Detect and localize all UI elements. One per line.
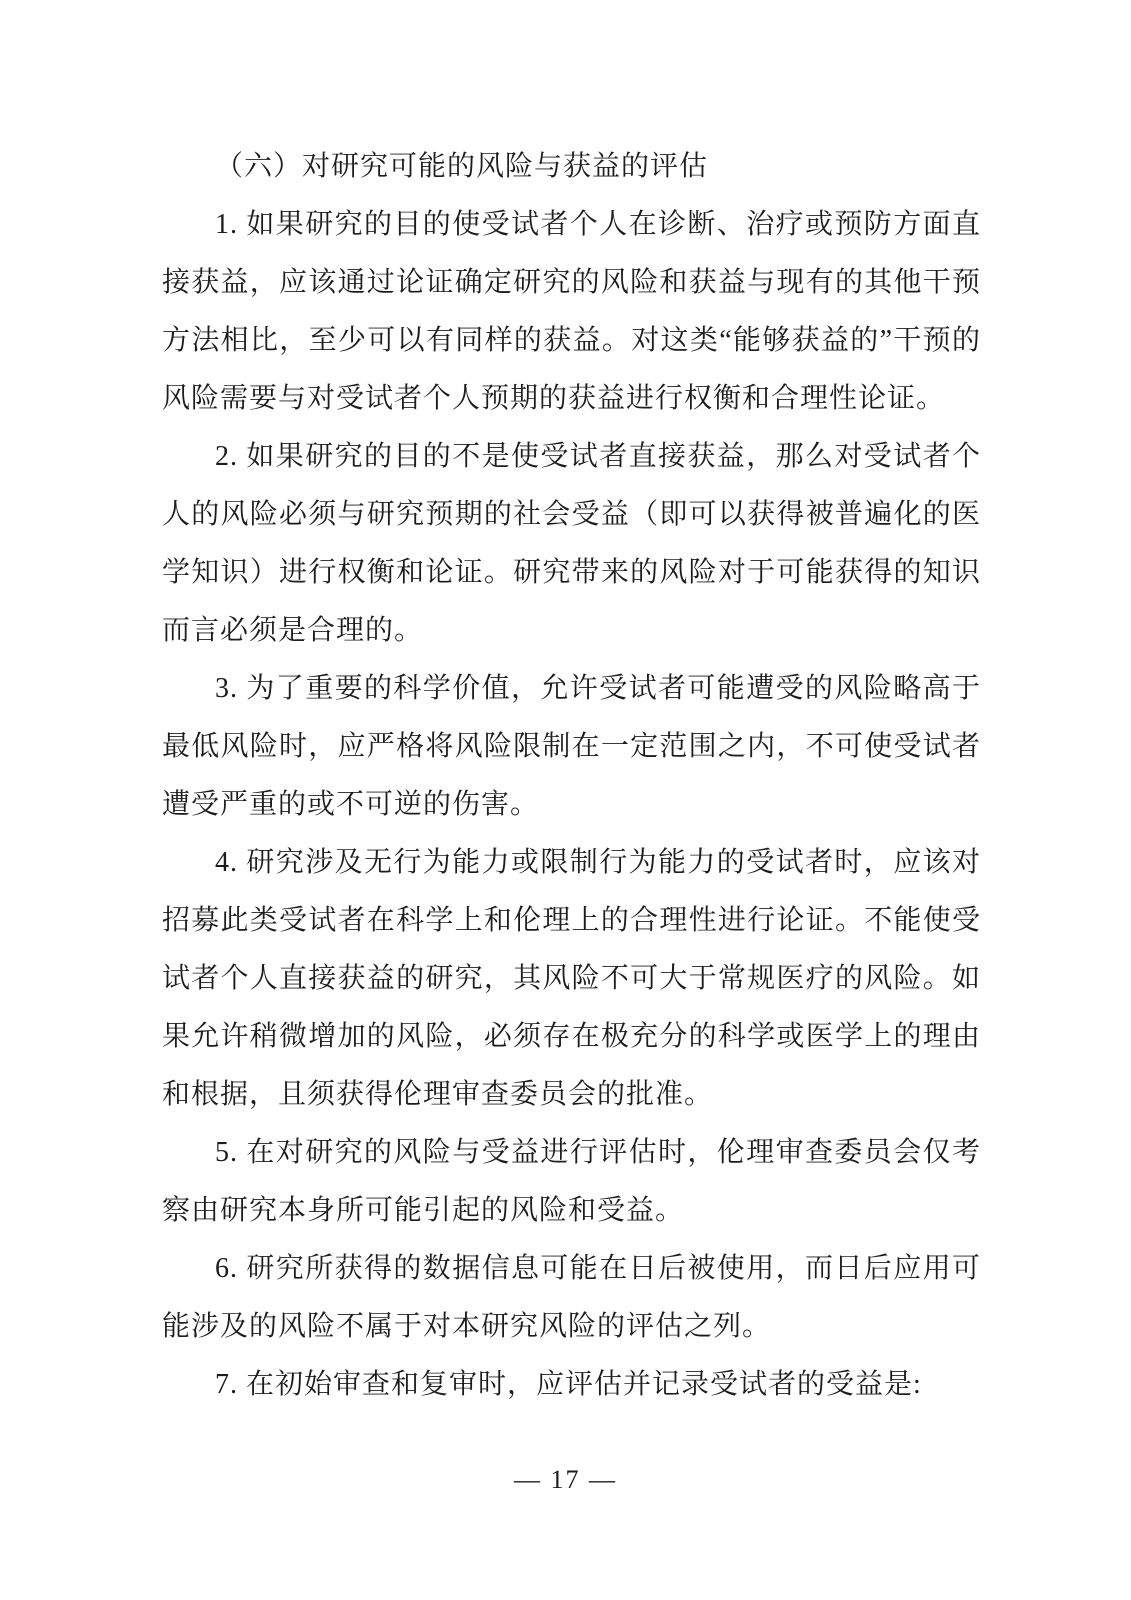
paragraph-2: 2. 如果研究的目的不是使受试者直接获益，那么对受试者个人的风险必须与研究预期的社会受益（即可以获得被普遍化的医学知识）进行权衡和论证。研究带来的风险对于可能获得的知识而言必须是合理的。 bbox=[162, 441, 981, 646]
section-heading: （六）对研究可能的风险与获益的评估 bbox=[215, 151, 709, 182]
paragraph-4: 4. 研究涉及无行为能力或限制行为能力的受试者时，应该对招募此类受试者在科学上和伦理上的合理性进行论证。不能使受试者个人直接获益的研究，其风险不可大于常规医疗的风险。如果允许稍微增加的风险，必须存在极充分的科学或医学上的理由和根据，且须获得伦理审查委员会的批准。 bbox=[162, 847, 981, 1110]
text-block bbox=[162, 138, 981, 1414]
paragraph-7: 7. 在初始审查和复审时，应评估并记录受试者的受益是: bbox=[215, 1369, 922, 1400]
paragraph-1: 1. 如果研究的目的使受试者个人在诊断、治疗或预防方面直接获益，应该通过论证确定研究的风险和获益与现有的其他干预方法相比，至少可以有同样的获益。对这类“能够获益的”干预的风险需要与对受试者个人预期的获益进行权衡和合理性论证。 bbox=[162, 209, 981, 414]
paragraph-5: 5. 在对研究的风险与受益进行评估时，伦理审查委员会仅考察由研究本身所可能引起的风险和受益。 bbox=[162, 1137, 981, 1226]
paragraph-3: 3. 为了重要的科学价值，允许受试者可能遭受的风险略高于最低风险时，应严格将风险限制在一定范围之内，不可使受试者遭受严重的或不可逆的伤害。 bbox=[162, 673, 981, 820]
page-number: — 17 — bbox=[514, 1465, 617, 1494]
paragraph-6: 6. 研究所获得的数据信息可能在日后被使用，而日后应用可能涉及的风险不属于对本研究风险的评估之列。 bbox=[162, 1253, 981, 1342]
